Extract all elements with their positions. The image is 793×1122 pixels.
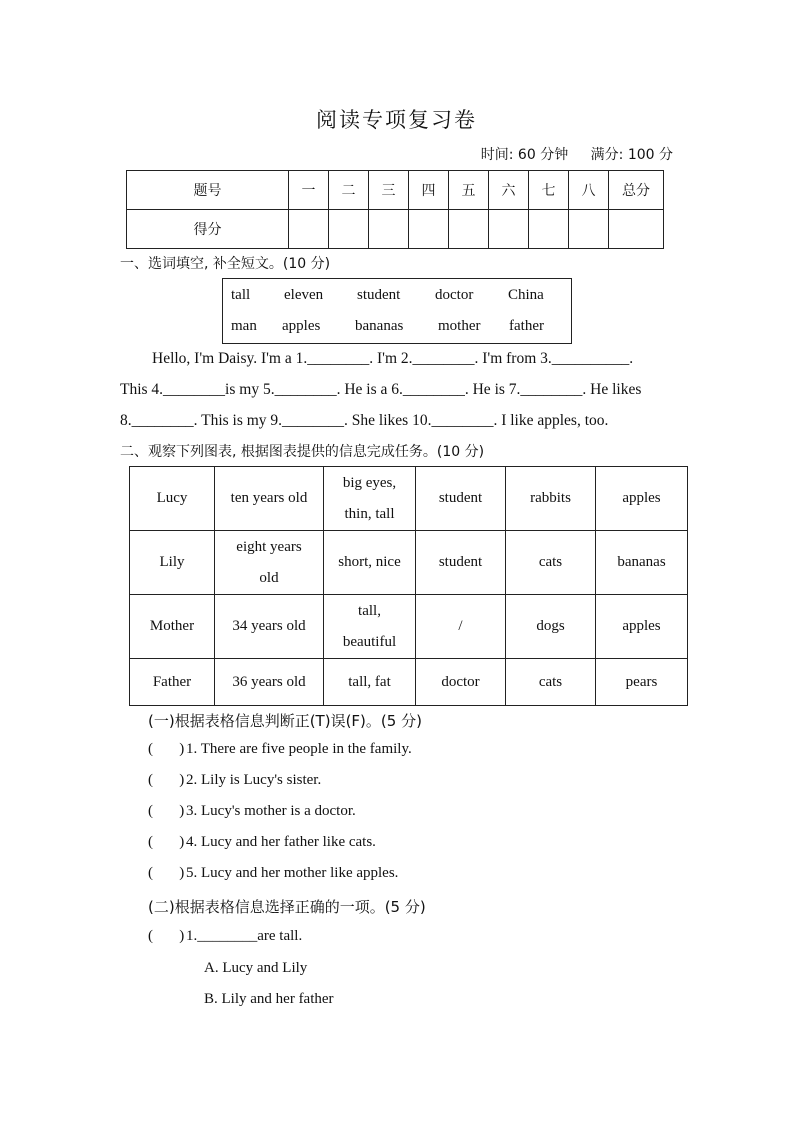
score-header-cell: 三 — [369, 171, 409, 210]
family-table-cell: student — [416, 531, 506, 595]
score-table — [126, 170, 664, 249]
family-table-cell: Lucy — [130, 467, 215, 531]
family-table-cell: ten years old — [215, 467, 324, 531]
score-header-cell: 一 — [289, 171, 329, 210]
true-false-question — [148, 803, 356, 820]
score-cell[interactable] — [289, 210, 329, 249]
family-table-cell: Father — [130, 659, 215, 706]
score-cell[interactable] — [449, 210, 489, 249]
word-bank-word: tall — [231, 287, 251, 303]
answer-blank[interactable]: ( ) — [148, 865, 185, 881]
family-table-cell: bananas — [596, 531, 688, 595]
family-table-cell: student — [416, 467, 506, 531]
part2-heading: (二)根据表格信息选择正确的一项。(5 分) — [148, 898, 426, 916]
question-text: 1. There are five people in the family. — [186, 741, 412, 757]
question-text: 3. Lucy's mother is a doctor. — [186, 803, 356, 819]
family-table-cell: dogs — [506, 595, 596, 659]
answer-blank[interactable]: ( ) — [148, 834, 185, 850]
score-cell[interactable] — [609, 210, 664, 249]
passage-line: 8.________. This is my 9.________. She likes 10.________. I like apples, too. — [120, 412, 609, 429]
word-bank-word: China — [508, 287, 544, 303]
score-cell[interactable] — [329, 210, 369, 249]
true-false-question — [148, 741, 412, 758]
family-table-cell: / — [416, 595, 506, 659]
part1-heading: (一)根据表格信息判断正(T)误(F)。(5 分) — [148, 712, 422, 730]
time-limit: 时间: 60 分钟 — [480, 147, 569, 163]
option-b: B. Lily and her father — [204, 991, 334, 1007]
score-header-cell: 题号 — [127, 171, 289, 210]
question-text: 4. Lucy and her father like cats. — [186, 834, 376, 850]
score-header-cell: 总分 — [609, 171, 664, 210]
family-table-row — [130, 659, 688, 706]
family-table-cell: apples — [596, 467, 688, 531]
true-false-question — [148, 865, 398, 882]
passage-line: Hello, I'm Daisy. I'm a 1.________. I'm 2.________. I'm from 3.__________. — [152, 350, 634, 367]
true-false-question — [148, 834, 376, 851]
family-table-cell: pears — [596, 659, 688, 706]
score-header-cell: 八 — [569, 171, 609, 210]
word-bank — [222, 278, 572, 344]
family-table-cell: big eyes, thin, tall — [324, 467, 416, 531]
family-table-cell: Lily — [130, 531, 215, 595]
score-row-label: 得分 — [127, 210, 289, 249]
word-bank-word: man — [231, 318, 257, 334]
family-table-cell: tall, beautiful — [324, 595, 416, 659]
true-false-question — [148, 772, 321, 789]
question-text: 5. Lucy and her mother like apples. — [186, 865, 399, 881]
word-bank-word: father — [509, 318, 544, 334]
score-header-cell: 五 — [449, 171, 489, 210]
family-table-cell: rabbits — [506, 467, 596, 531]
word-bank-word: student — [357, 287, 401, 303]
answer-blank[interactable]: ( ) — [148, 803, 185, 819]
family-table-cell: Mother — [130, 595, 215, 659]
word-bank-word: apples — [282, 318, 321, 334]
score-header-cell: 四 — [409, 171, 449, 210]
score-header-cell: 六 — [489, 171, 529, 210]
question-text: 1.________are tall. — [186, 928, 303, 944]
page-title: 阅读专项复习卷 — [316, 108, 477, 132]
family-table-cell: 36 years old — [215, 659, 324, 706]
family-table-cell: apples — [596, 595, 688, 659]
family-table-row — [130, 531, 688, 595]
word-bank-word: eleven — [284, 287, 324, 303]
family-table-cell: tall, fat — [324, 659, 416, 706]
family-table-cell: cats — [506, 531, 596, 595]
exam-info — [463, 144, 673, 164]
score-cell[interactable] — [569, 210, 609, 249]
score-cell[interactable] — [529, 210, 569, 249]
family-table-cell: eight years old — [215, 531, 324, 595]
score-table-score-row — [127, 210, 664, 249]
family-info-table — [129, 466, 688, 706]
question-text: 2. Lily is Lucy's sister. — [186, 772, 322, 788]
score-table-header-row — [127, 171, 664, 210]
full-score: 满分: 100 分 — [590, 147, 673, 163]
family-table-row — [130, 595, 688, 659]
family-table-row — [130, 467, 688, 531]
family-table-cell: doctor — [416, 659, 506, 706]
section2-heading: 二、观察下列图表, 根据图表提供的信息完成任务。(10 分) — [120, 444, 485, 460]
passage-line: This 4.________is my 5.________. He is a 6.________. He is 7.________. He likes — [120, 381, 642, 398]
answer-blank[interactable]: ( ) — [148, 741, 185, 757]
choice-question — [148, 928, 302, 945]
family-table-cell: 34 years old — [215, 595, 324, 659]
family-table-cell: short, nice — [324, 531, 416, 595]
score-header-cell: 七 — [529, 171, 569, 210]
answer-blank[interactable]: ( ) — [148, 928, 185, 944]
score-cell[interactable] — [409, 210, 449, 249]
score-header-cell: 二 — [329, 171, 369, 210]
family-table-cell: cats — [506, 659, 596, 706]
word-bank-word: mother — [438, 318, 481, 334]
answer-blank[interactable]: ( ) — [148, 772, 185, 788]
option-a: A. Lucy and Lily — [204, 960, 308, 976]
score-cell[interactable] — [489, 210, 529, 249]
score-cell[interactable] — [369, 210, 409, 249]
section1-heading: 一、选词填空, 补全短文。(10 分) — [120, 256, 331, 272]
word-bank-word: bananas — [355, 318, 404, 334]
word-bank-word: doctor — [435, 287, 474, 303]
